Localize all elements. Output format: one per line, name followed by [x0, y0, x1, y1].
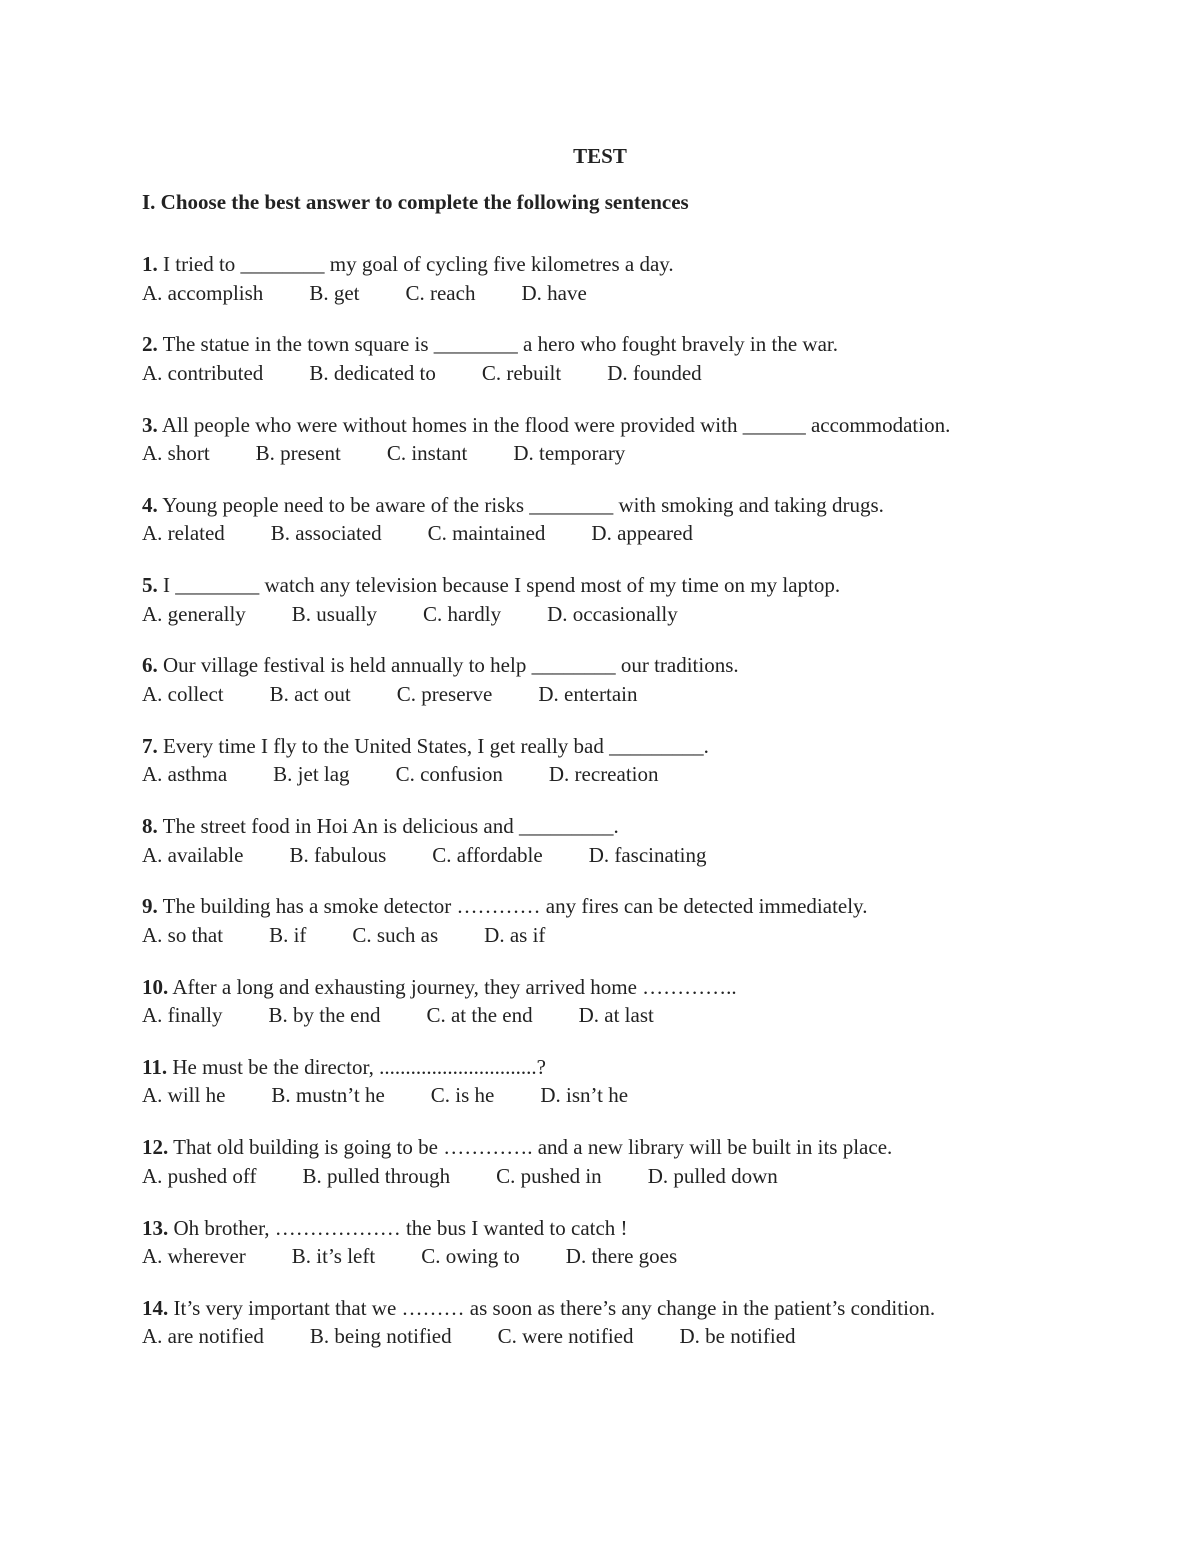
section-heading: I. Choose the best answer to complete the following sentences [142, 190, 689, 214]
answer-option: C. hardly [422, 601, 502, 626]
answer-option: D. as if [484, 922, 546, 947]
answer-option: D. have [521, 280, 587, 305]
answer-options [142, 680, 1142, 709]
answer-option: D. appeared [591, 521, 693, 546]
answer-option: B. if [269, 922, 307, 947]
answer-option: D. pulled down [647, 1163, 778, 1188]
answer-option: D. fascinating [588, 842, 707, 867]
question-stem: The statue in the town square is ________ a hero who fought bravely in the war. [162, 332, 838, 357]
question-stem-line [142, 411, 1142, 440]
question-stem: I tried to ________ my goal of cycling five kilometres a day. [163, 252, 674, 276]
question-item [142, 411, 1142, 491]
answer-option: C. is he [430, 1083, 495, 1108]
question-stem: Young people need to be aware of the risks ________ with smoking and taking drugs. [162, 492, 884, 517]
question-stem: I ________ watch any television because I spend most of my time on my laptop. [163, 573, 841, 598]
answer-options [142, 1081, 1142, 1110]
answer-option: A. asthma [142, 762, 228, 787]
answer-options [142, 1322, 1142, 1351]
question-stem: That old building is going to be …………. and a new library will be built in its place. [173, 1135, 893, 1160]
answer-option: A. accomplish [142, 280, 264, 305]
answer-option: C. affordable [432, 842, 543, 867]
answer-options [142, 841, 1142, 870]
question-item [142, 1053, 1142, 1133]
question-number: 4. [142, 492, 158, 517]
question-stem-line [142, 1294, 1142, 1323]
question-stem-line [142, 250, 1142, 279]
answer-option: B. act out [269, 681, 351, 706]
question-item [142, 250, 1142, 330]
answer-option: B. mustn’t he [271, 1083, 385, 1108]
answer-option: C. pushed in [496, 1163, 602, 1188]
question-stem-line [142, 571, 1142, 600]
question-number: 6. [142, 653, 158, 678]
question-number: 1. [142, 252, 158, 276]
answer-option: B. pulled through [302, 1163, 451, 1188]
answer-option: C. reach [405, 280, 476, 305]
answer-options [142, 439, 1142, 468]
question-stem: It’s very important that we ……… as soon as there’s any change in the patient’s condition. [173, 1295, 936, 1320]
answer-option: C. instant [386, 441, 468, 466]
answer-option: A. contributed [142, 360, 264, 385]
question-item [142, 1214, 1142, 1294]
answer-options [142, 359, 1142, 388]
answer-options [142, 1162, 1142, 1191]
answer-option: A. wherever [142, 1244, 246, 1269]
answer-option: B. present [255, 441, 341, 466]
answer-option: B. usually [291, 601, 377, 626]
answer-option: D. at last [578, 1003, 654, 1028]
answer-option: A. finally [142, 1003, 223, 1028]
question-item [142, 491, 1142, 571]
answer-option: A. pushed off [142, 1163, 257, 1188]
answer-option: C. rebuilt [481, 360, 562, 385]
question-number: 11. [142, 1054, 168, 1079]
answer-option: D. be notified [679, 1324, 796, 1349]
answer-options [142, 1242, 1142, 1271]
question-stem-line [142, 491, 1142, 520]
answer-option: C. were notified [497, 1324, 634, 1349]
question-stem-line [142, 812, 1142, 841]
question-stem: Our village festival is held annually to help ________ our traditions. [163, 653, 739, 678]
question-stem-line [142, 1133, 1142, 1162]
answer-option: B. being notified [309, 1324, 452, 1349]
answer-option: C. such as [352, 922, 439, 947]
question-stem: Every time I fly to the United States, I get really bad _________. [163, 733, 709, 758]
question-stem: All people who were without homes in the flood were provided with ______ accommodation. [161, 412, 951, 437]
question-item [142, 571, 1142, 651]
question-stem-line [142, 973, 1142, 1002]
answer-option: A. related [142, 521, 225, 546]
question-item [142, 330, 1142, 410]
question-stem: Oh brother, ……………… the bus I wanted to catch ! [173, 1215, 628, 1240]
question-stem-line [142, 1053, 1142, 1082]
question-number: 14. [142, 1295, 169, 1320]
answer-option: D. isn’t he [540, 1083, 629, 1108]
answer-option: B. by the end [268, 1003, 381, 1028]
question-number: 2. [142, 332, 158, 357]
question-number: 3. [142, 412, 158, 437]
answer-options [142, 600, 1142, 629]
answer-option: D. entertain [538, 681, 638, 706]
answer-option: A. so that [142, 922, 224, 947]
answer-options [142, 1001, 1142, 1030]
question-stem-line [142, 1214, 1142, 1243]
question-stem-line [142, 651, 1142, 680]
answer-option: A. are notified [142, 1324, 264, 1349]
answer-option: A. collect [142, 681, 224, 706]
question-number: 12. [142, 1135, 169, 1160]
answer-option: C. at the end [426, 1003, 533, 1028]
answer-option: A. available [142, 842, 244, 867]
question-number: 10. [142, 974, 169, 999]
answer-option: D. temporary [513, 441, 626, 466]
answer-option: B. get [309, 280, 360, 305]
question-number: 8. [142, 814, 158, 839]
question-stem-line [142, 732, 1142, 761]
question-item [142, 812, 1142, 892]
answer-options [142, 921, 1142, 950]
answer-option: B. fabulous [289, 842, 387, 867]
question-number: 5. [142, 573, 158, 598]
answer-option: C. owing to [421, 1244, 520, 1269]
answer-option: D. recreation [548, 762, 659, 787]
question-stem-line [142, 892, 1142, 921]
answer-option: B. it’s left [291, 1244, 376, 1269]
question-item [142, 1133, 1142, 1213]
question-number: 7. [142, 733, 158, 758]
question-number: 13. [142, 1215, 169, 1240]
answer-option: B. associated [270, 521, 382, 546]
answer-option: A. will he [142, 1083, 226, 1108]
answer-option: D. occasionally [547, 601, 678, 626]
document-title: TEST [573, 144, 627, 168]
answer-option: C. confusion [395, 762, 503, 787]
answer-option: A. generally [142, 601, 246, 626]
question-stem: After a long and exhausting journey, they arrived home ………….. [172, 974, 737, 999]
answer-option: C. maintained [427, 521, 546, 546]
question-stem: The street food in Hoi An is delicious and _________. [162, 814, 619, 839]
answer-option: C. preserve [396, 681, 493, 706]
question-stem: The building has a smoke detector ………… any fires can be detected immediately. [162, 894, 868, 919]
question-item [142, 892, 1142, 972]
question-list [142, 250, 1142, 1374]
question-number: 9. [142, 894, 158, 919]
answer-options [142, 519, 1142, 548]
answer-options [142, 760, 1142, 789]
question-item [142, 732, 1142, 812]
question-item [142, 651, 1142, 731]
question-item [142, 973, 1142, 1053]
question-item [142, 1294, 1142, 1374]
answer-option: B. jet lag [273, 762, 350, 787]
question-stem-line [142, 330, 1142, 359]
answer-option: D. there goes [565, 1244, 678, 1269]
answer-option: B. dedicated to [309, 360, 436, 385]
answer-option: A. short [142, 441, 210, 466]
answer-option: D. founded [607, 360, 702, 385]
answer-options [142, 279, 1142, 308]
question-stem: He must be the director, ..............................? [172, 1054, 546, 1079]
